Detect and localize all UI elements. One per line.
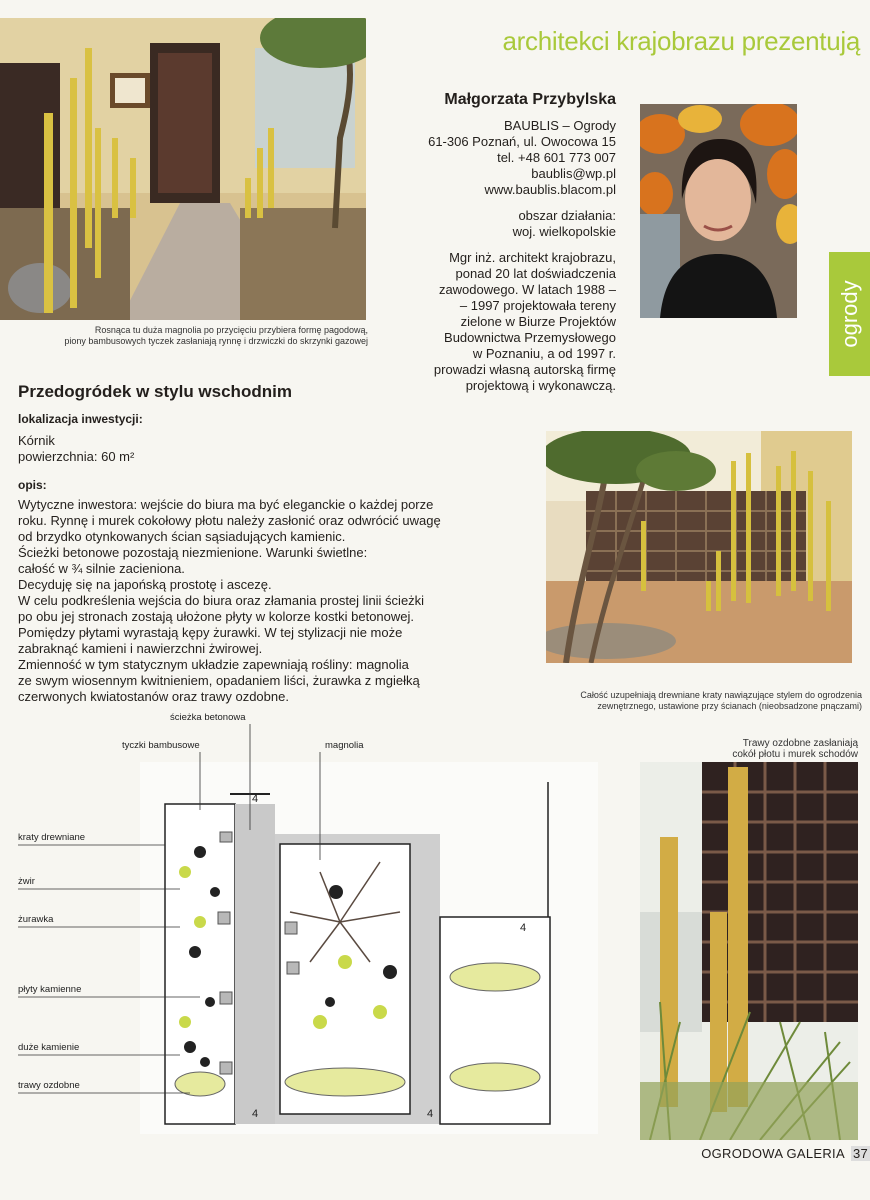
page-number: 37 bbox=[852, 1146, 868, 1161]
plan-number: 4 bbox=[252, 793, 259, 805]
plan-label-grasses: trawy ozdobne bbox=[18, 1080, 80, 1091]
plan-label-trellis: kraty drewniane bbox=[18, 832, 86, 843]
description-line: Pomiędzy płytami wyrastają kępy żurawki. W tej stylizacji nie może bbox=[18, 625, 403, 640]
plan-number: 4 bbox=[252, 1108, 259, 1120]
description-line: Wytyczne inwestora: wejście do biura ma być eleganckie o każdej porze bbox=[18, 497, 434, 512]
photo-grasses-drawing bbox=[640, 762, 858, 1140]
plan-leader-lines bbox=[0, 700, 600, 1100]
plan-label-large-stones: duże kamienie bbox=[18, 1042, 80, 1053]
caption-line: piony bambusowych tyczek zasłaniają rynnę i drzwiczki do skrzynki gazowej bbox=[64, 336, 368, 346]
bio-line: prowadzi własną autorską firmę bbox=[433, 362, 616, 377]
description-line: ze swym wiosennym kwitnieniem, opadaniem liści, żurawka z mgiełką bbox=[18, 673, 420, 688]
side-tab-label: ogrody bbox=[836, 280, 862, 348]
description-line: Ścieżki betonowe pozostają niezmienione. Warunki świetlne: bbox=[18, 545, 368, 560]
project-description bbox=[18, 497, 523, 705]
bio-line: Budownictwa Przemysłowego bbox=[444, 330, 616, 345]
plan-label-magnolia: magnolia bbox=[325, 740, 364, 751]
side-tab bbox=[829, 252, 870, 376]
photo-trellis-garden bbox=[546, 431, 852, 663]
project-title: Przedogródek w stylu wschodnim bbox=[18, 382, 292, 401]
author-phone: tel. +48 601 773 007 bbox=[497, 150, 616, 165]
plan-number: 4 bbox=[520, 922, 527, 934]
description-line: po obu jej stronach zostają ułożone płyty w kolorze kostki betonowej. bbox=[18, 609, 414, 624]
caption-line: zewnętrznego, ustawione przy ścianach (nieobsadzone pnączami) bbox=[597, 701, 862, 711]
photo-grasses-caption bbox=[640, 738, 858, 760]
plan-label-bamboo: tyczki bambusowe bbox=[122, 740, 200, 751]
bio-line: ponad 20 lat doświadczenia bbox=[455, 266, 616, 281]
author-email[interactable]: baublis@wp.pl bbox=[531, 166, 616, 181]
description-line: Decyduję się na japońską prostotę i ascezę. bbox=[18, 577, 272, 592]
author-contact-block bbox=[360, 92, 616, 394]
author-portrait bbox=[640, 104, 797, 318]
photo-trellis-drawing bbox=[546, 431, 852, 663]
section-header-title: architekci krajobrazu prezentują bbox=[502, 26, 860, 56]
plan-number: 4 bbox=[427, 1108, 434, 1120]
description-label: opis: bbox=[18, 478, 47, 492]
photo-grasses bbox=[640, 762, 858, 1140]
author-address: 61-306 Poznań, ul. Owocowa 15 bbox=[428, 134, 616, 149]
bio-line: Mgr inż. architekt krajobrazu, bbox=[449, 250, 616, 265]
plan-label-heuchera: żurawka bbox=[18, 914, 54, 925]
author-bio bbox=[360, 250, 616, 394]
plan-label-path: ścieżka betonowa bbox=[170, 712, 246, 723]
caption-line: Całość uzupełniają drewniane kraty nawiązujące stylem do ogrodzenia bbox=[580, 690, 862, 700]
photo-entrance bbox=[0, 18, 366, 320]
description-line: całość w ¾ silnie zacieniona. bbox=[18, 561, 185, 576]
author-area-value: woj. wielkopolskie bbox=[512, 224, 616, 239]
caption-line: Rosnąca tu duża magnolia po przycięciu przybiera formę pagodową, bbox=[94, 325, 368, 335]
portrait-drawing bbox=[640, 104, 797, 318]
bio-line: – 1997 projektowała tereny bbox=[459, 298, 616, 313]
magazine-name: OGRODOWA GALERIA bbox=[701, 1146, 845, 1161]
location-label: lokalizacja inwestycji: bbox=[18, 412, 143, 426]
caption-line: cokół płotu i murek schodów bbox=[732, 749, 858, 760]
author-company: BAUBLIS – Ogrody bbox=[504, 118, 616, 133]
author-area-label: obszar działania: bbox=[518, 208, 616, 223]
author-name: Małgorzata Przybylska bbox=[444, 91, 616, 108]
bio-line: zawodowego. W latach 1988 – bbox=[438, 282, 616, 297]
description-line: Zmienność w tym statycznym układzie zapewniają rośliny: magnolia bbox=[18, 657, 409, 672]
description-line: od brzydko otynkowanych ścian sąsiadujących kamienic. bbox=[18, 529, 346, 544]
photo-entrance-drawing bbox=[0, 18, 366, 320]
bio-line: w Poznaniu, a od 1997 r. bbox=[472, 346, 616, 361]
project-area: powierzchnia: 60 m² bbox=[18, 449, 135, 464]
bio-line: zielone w Biurze Projektów bbox=[460, 314, 616, 329]
caption-line: Trawy ozdobne zasłaniają bbox=[742, 738, 858, 749]
description-line: W celu podkreślenia wejścia do biura oraz złamania prostej linii ścieżki bbox=[18, 593, 425, 608]
page-footer bbox=[701, 1146, 870, 1161]
location-value: Kórnik bbox=[18, 433, 55, 448]
bio-line: projektową i wykonawczą. bbox=[465, 378, 616, 393]
description-line: czerwonych kwiatostanów oraz trawy ozdobne. bbox=[18, 689, 289, 704]
description-line: roku. Rynnę i murek cokołowy płotu należy zasłonić oraz odwrócić uwagę bbox=[18, 513, 441, 528]
author-website[interactable]: www.baublis.blacom.pl bbox=[484, 182, 616, 197]
plan-label-gravel: żwir bbox=[18, 876, 35, 887]
plan-label-stone-slabs: płyty kamienne bbox=[18, 984, 82, 995]
photo-entrance-caption bbox=[12, 325, 368, 347]
description-line: zabraknąć kamieni i nawierzchni żwirowej. bbox=[18, 641, 263, 656]
